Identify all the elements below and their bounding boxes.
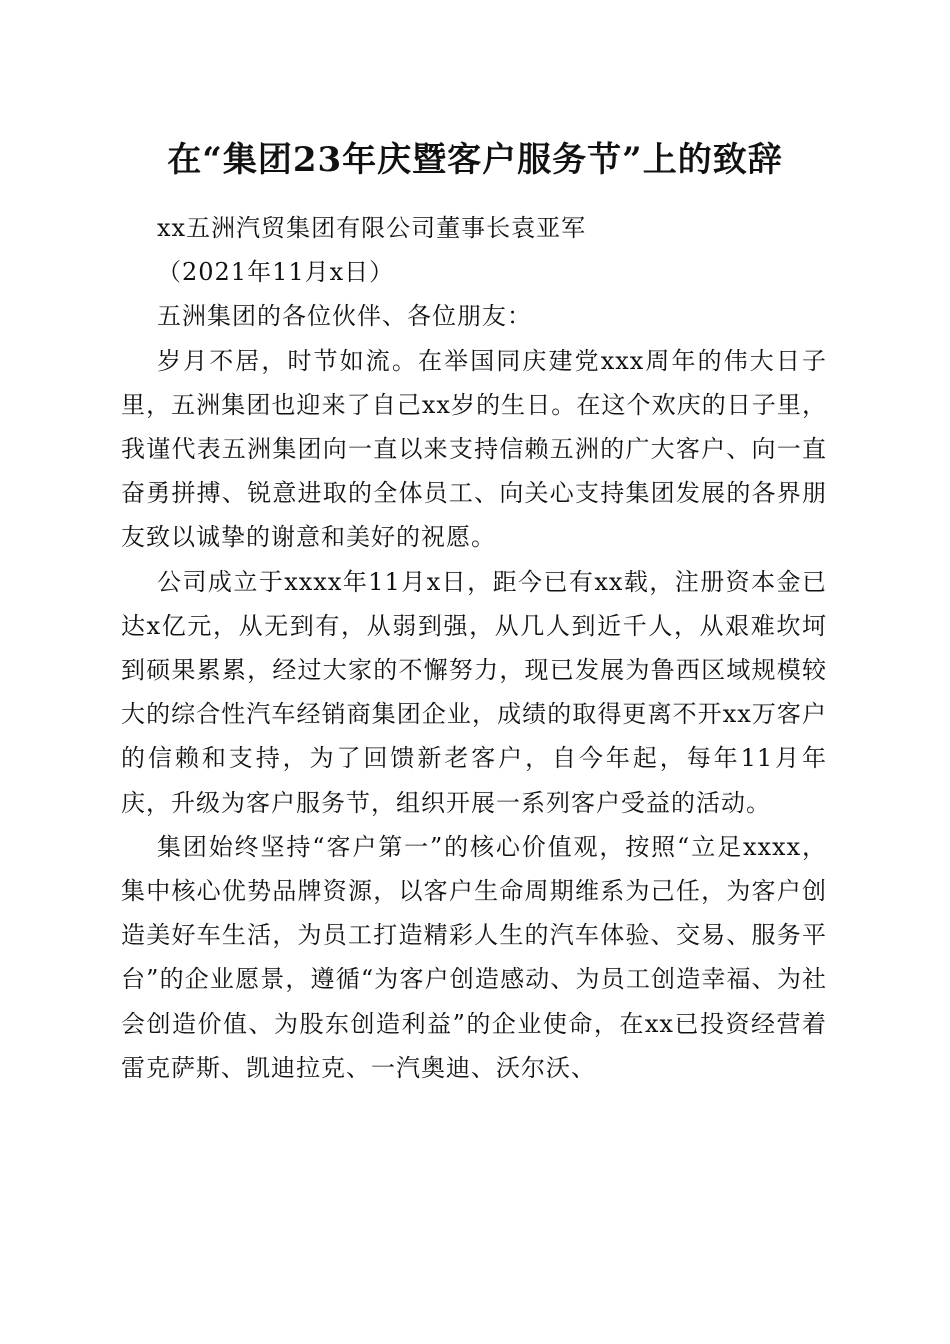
paragraph-1: 岁月不居，时节如流。在举国同庆建党xxx周年的伟大日子里，五洲集团也迎来了自己xx岁的生日。在这个欢庆的日子里，我谨代表五洲集团向一直以来支持信赖五洲的广大客户、向一直奋勇拼搏、锐意进取的全体员工、向关心支持集团发展的各界朋友致以诚挚的谢意和美好的祝愿。: [121, 346, 827, 552]
author-line: xx五洲汽贸集团有限公司董事长袁亚军: [157, 214, 587, 242]
salutation: 五洲集团的各位伙伴、各位朋友：: [157, 302, 532, 331]
document-body: [121, 206, 827, 1090]
paragraph-3: 集团始终坚持“客户第一”的核心价值观，按照“立足xxxx，集中核心优势品牌资源，以客户生命周期维系为己任，为客户创造美好车生活，为员工打造精彩人生的汽车体验、交易、服务平台”的企业愿景，遵循“为客户创造感动、为员工创造幸福、为社会创造价值、为股东创造利益”的企业使命，在xx已投资经营着雷克萨斯、凯迪拉克、一汽奥迪、沃尔沃、: [121, 832, 827, 1082]
paragraph-2: 公司成立于xxxx年11月x日，距今已有xx载，注册资本金已达x亿元，从无到有，从弱到强，从几人到近千人，从艰难坎坷到硕果累累，经过大家的不懈努力，现已发展为鲁西区域规模较大的综合性汽车经销商集团企业，成绩的取得更离不开xx万客户的信赖和支持，为了回馈新老客户，自今年起，每年11月年庆，升级为客户服务节，组织开展一系列客户受益的活动。: [121, 567, 827, 817]
document-title: 在“集团23年庆暨客户服务节”上的致辞: [167, 140, 783, 180]
date-line: （2021年11月x日）: [157, 258, 395, 287]
